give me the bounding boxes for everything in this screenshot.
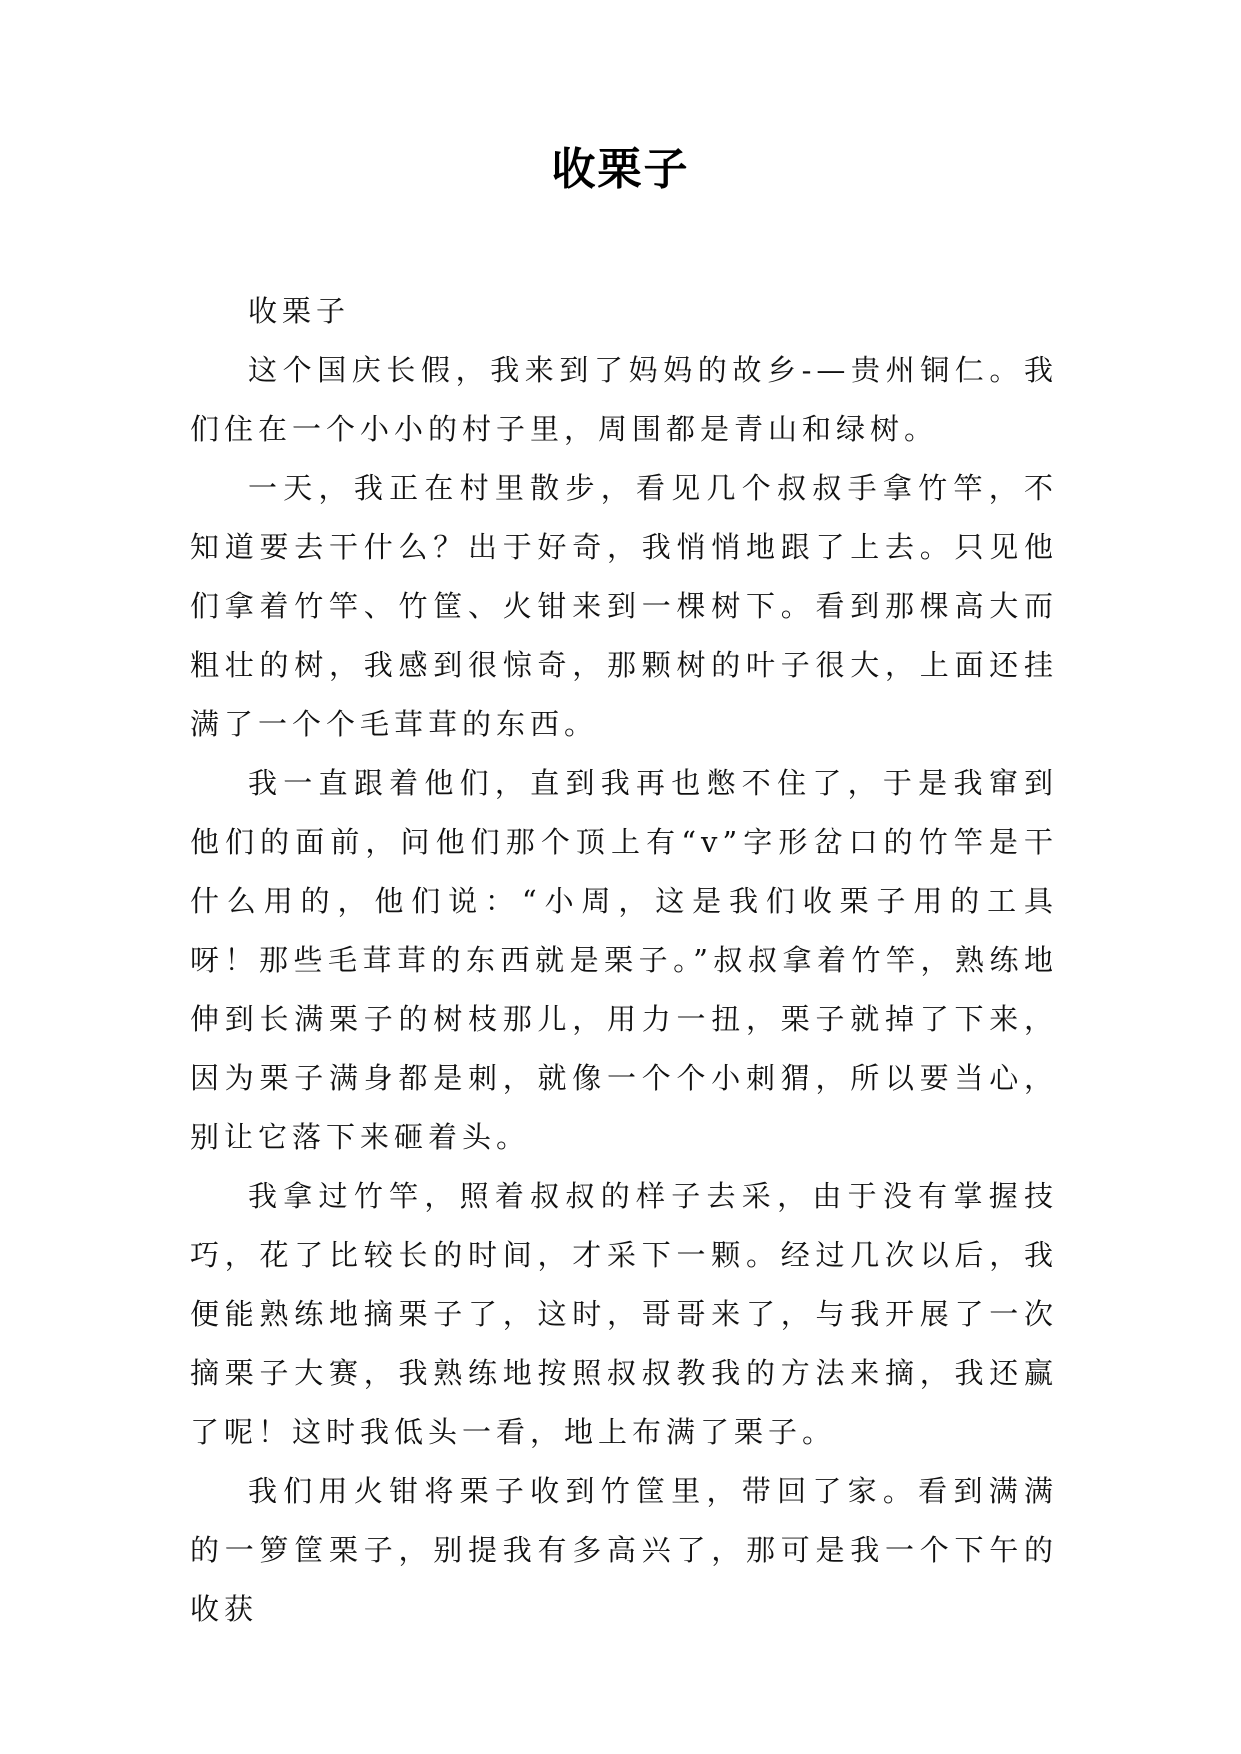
paragraph: 我拿过竹竿，照着叔叔的样子去采，由于没有掌握技巧，花了比较长的时间，才采下一颗。经过几次以后，我便能熟练地摘栗子了，这时，哥哥来了，与我开展了一次摘栗子大赛，我熟练地按照叔叔教我的方法来摘，我还赢了呢！这时我低头一看，地上布满了栗子。 — [190, 1179, 1058, 1449]
document-body — [190, 282, 1058, 1639]
paragraph: 一天，我正在村里散步，看见几个叔叔手拿竹竿，不知道要去干什么？出于好奇，我悄悄地跟了上去。只见他们拿着竹竿、竹筐、火钳来到一棵树下。看到那棵高大而粗壮的树，我感到很惊奇，那颗树的叶子很大，上面还挂满了一个个毛茸茸的东西。 — [190, 471, 1058, 741]
paragraph-subtitle: 收栗子 — [248, 294, 351, 328]
paragraph: 我们用火钳将栗子收到竹筐里，带回了家。看到满满的一箩筐栗子，别提我有多高兴了，那可是我一个下午的收获 — [190, 1474, 1058, 1626]
document-title: 收栗子 — [551, 144, 690, 195]
paragraph: 这个国庆长假，我来到了妈妈的故乡-—贵州铜仁。我们住在一个小小的村子里，周围都是青山和绿树。 — [190, 353, 1058, 446]
paragraph: 我一直跟着他们，直到我再也憋不住了，于是我窜到他们的面前，问他们那个顶上有“v”字形岔口的竹竿是干什么用的，他们说：“小周，这是我们收栗子用的工具呀！那些毛茸茸的东西就是栗子。”叔叔拿着竹竿，熟练地伸到长满栗子的树枝那儿，用力一扭，栗子就掉了下来，因为栗子满身都是刺，就像一个个小刺猬，所以要当心，别让它落下来砸着头。 — [190, 766, 1058, 1154]
